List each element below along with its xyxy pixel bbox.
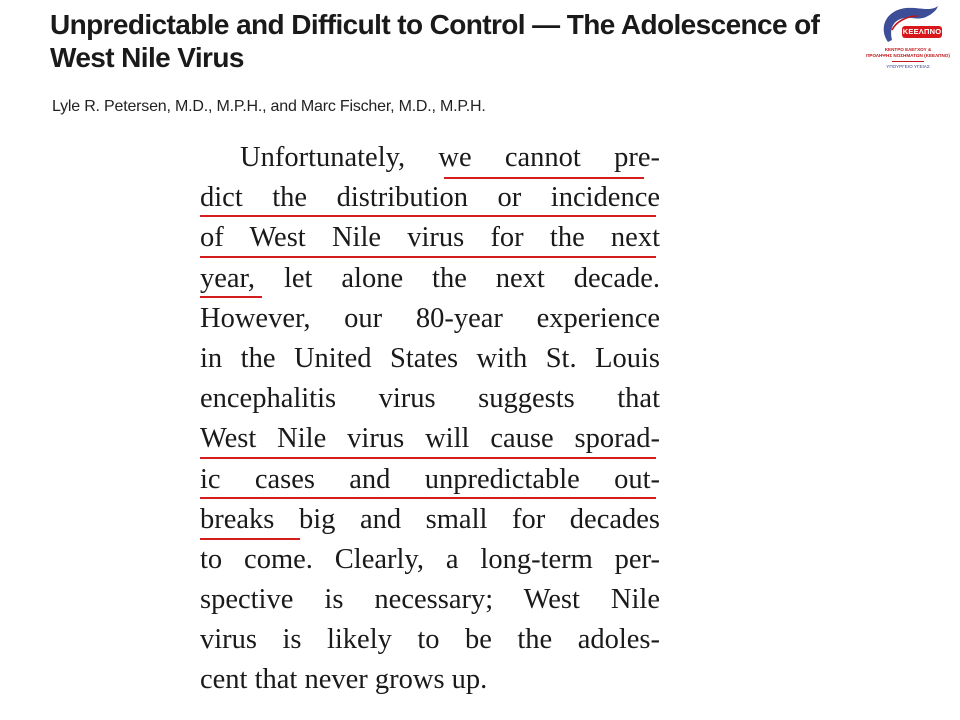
logo-line-2: ΠΡΟΛΗΨΗΣ ΝΟΣΗΜΑΤΩΝ (ΚΕΕΛΠΝΟ) [866,53,950,58]
quote-line: spective is necessary; West Nile [200,584,660,616]
highlight-underline [200,457,656,459]
quote-line: virus is likely to be the adoles- [200,624,660,656]
quote-line: breaks big and small for decades [200,503,660,535]
logo-line-1: ΚΕΝΤΡΟ ΕΛΕΓΧΟΥ & [884,47,932,52]
quote-line: of West Nile virus for the next [200,222,660,254]
dove-swoosh-icon [866,2,950,86]
highlight-underline [200,497,656,499]
logo-divider [892,61,924,62]
highlight-underline [200,538,300,540]
quote-line: encephalitis virus suggests that [200,383,660,415]
quote-line: year, let alone the next decade. [200,262,660,294]
highlight-underline [200,296,262,298]
keelpno-logo [866,2,950,86]
highlight-underline [444,177,644,179]
article-title: Unpredictable and Difficult to Control — The Adolescence of West Nile Virus [50,9,820,73]
logo-name: ΚΕΕΛΠΝΟ [902,27,942,36]
quote-block [200,138,660,701]
quote-line: in the United States with St. Louis [200,342,660,374]
quote-line: ic cases and unpredictable out- [200,463,660,495]
quote-line: dict the distribution or incidence [200,182,660,214]
quote-line: cent that never grows up. [200,664,488,696]
quote-line: Unfortunately, we cannot pre- [240,142,660,173]
logo-ministry: ΥΠΟΥΡΓΕΙΟ ΥΓΕΙΑΣ [886,64,930,69]
highlight-underline [200,256,656,258]
article-authors: Lyle R. Petersen, M.D., M.P.H., and Marc Fischer, M.D., M.P.H. [52,98,486,115]
quote-line: to come. Clearly, a long-term per- [200,543,660,575]
highlight-underline [200,215,656,217]
quote-line: However, our 80-year experience [200,302,660,334]
quote-line: West Nile virus will cause sporad- [200,423,660,455]
